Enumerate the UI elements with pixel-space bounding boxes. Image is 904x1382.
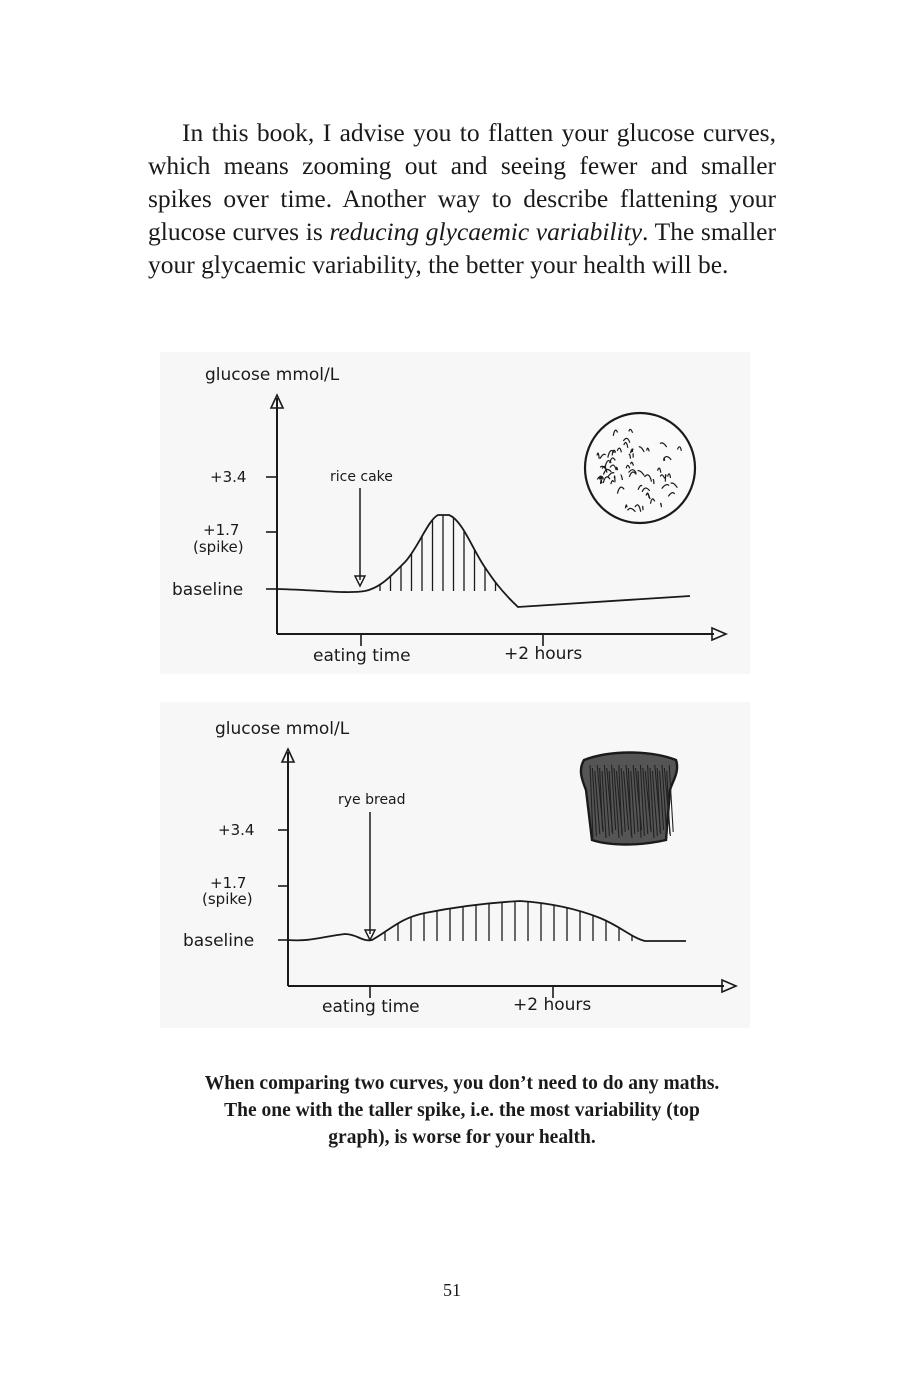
bottom-tick-label-spike: (spike)	[202, 890, 253, 908]
bottom-x-label-2h: +2 hours	[513, 995, 592, 1015]
paragraph-emphasis: reducing glycaemic variability	[329, 217, 643, 246]
top-tick-label-1-7: +1.7	[203, 521, 240, 539]
paragraph-text-end: . The smaller your glycaemic variability, the better your health will be.	[148, 217, 776, 279]
bottom-tick-label-3-4: +3.4	[218, 821, 255, 839]
top-tick-label-3-4: +3.4	[210, 468, 247, 486]
bottom-chart-background	[160, 702, 750, 1028]
rice-grain-mark	[614, 476, 615, 482]
rye-bread-icon	[581, 753, 677, 845]
bottom-x-label-eating: eating time	[322, 997, 420, 1017]
page-number: 51	[443, 1280, 461, 1300]
top-annotation: rice cake	[330, 469, 393, 485]
top-tick-label-spike: (spike)	[193, 538, 244, 556]
paragraph-text-start: In this book, I advise you to flatten your glucose curves, which means zooming out and seeing fewer and smaller spikes over time. Another way to describe flattening your glucose curves is	[148, 118, 776, 246]
bottom-tick-label-baseline: baseline	[183, 931, 255, 951]
bottom-y-axis-label: glucose mmol/L	[215, 719, 350, 739]
top-x-label-2h: +2 hours	[504, 644, 583, 664]
bottom-tick-label-1-7: +1.7	[210, 874, 247, 892]
rice-cake-icon	[585, 413, 695, 523]
caption-line-1: When comparing two curves, you don’t need to do any maths.	[204, 1073, 720, 1094]
figure-caption	[150, 1070, 774, 1151]
bottom-annotation: rye bread	[338, 792, 406, 808]
top-y-axis-label: glucose mmol/L	[205, 365, 340, 385]
top-x-label-eating: eating time	[313, 646, 411, 666]
rice-grain-mark	[665, 475, 666, 482]
caption-line-2: The one with the taller spike, i.e. the most variability (top	[224, 1100, 700, 1121]
top-tick-label-baseline: baseline	[172, 580, 244, 600]
caption-line-3: graph), is worse for your health.	[328, 1127, 596, 1148]
